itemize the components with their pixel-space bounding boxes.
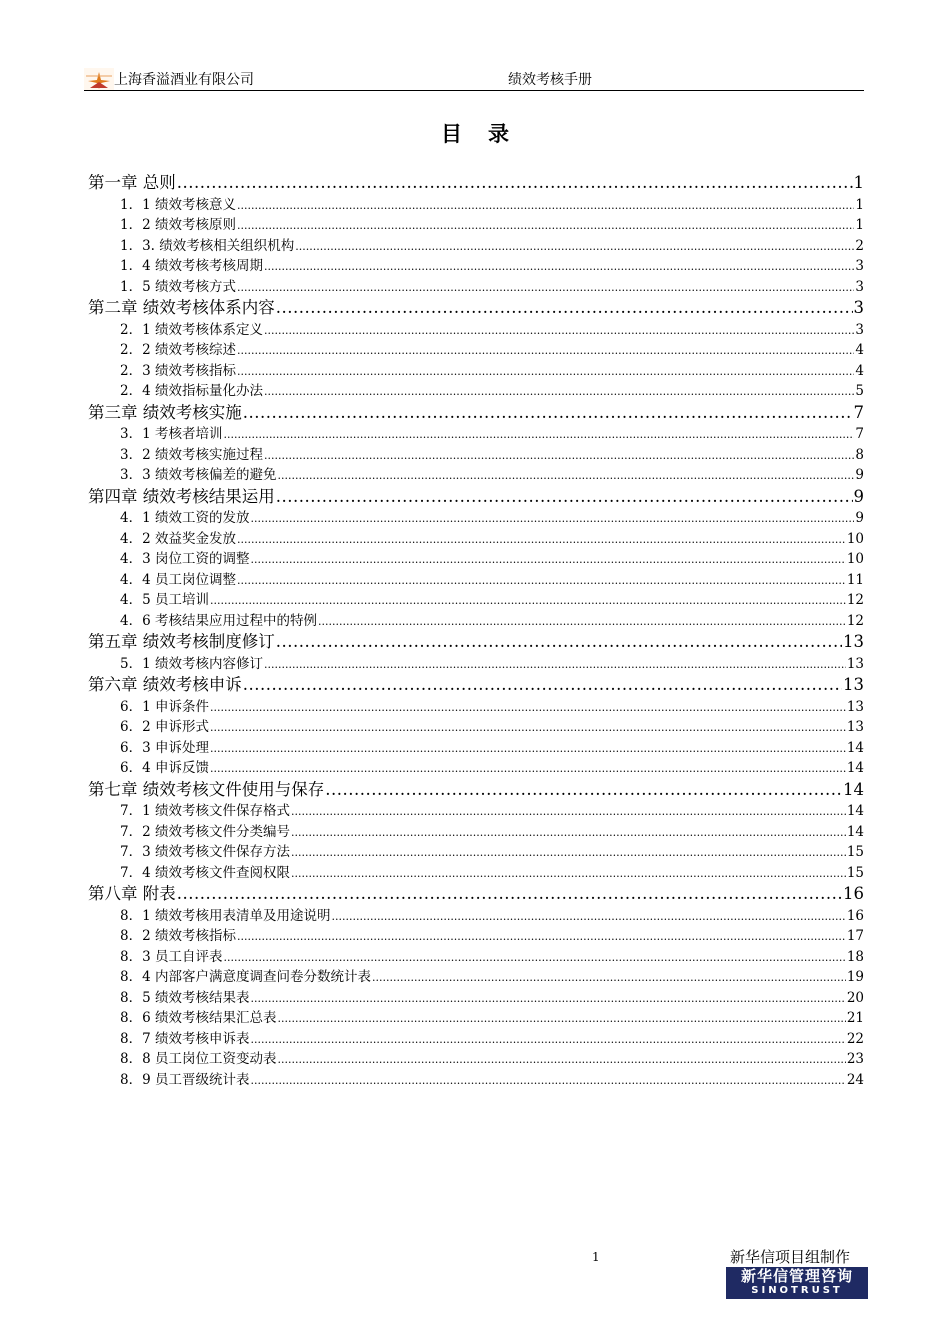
toc-chapter-entry[interactable] bbox=[88, 883, 864, 906]
dot-leader bbox=[250, 1074, 845, 1088]
dot-leader bbox=[250, 512, 854, 526]
toc-section-entry[interactable] bbox=[88, 758, 864, 779]
toc-section-entry[interactable] bbox=[88, 926, 864, 947]
toc-entry-page: 1 bbox=[855, 217, 864, 233]
toc-entry-page: 5 bbox=[855, 383, 864, 399]
toc-entry-label: 6．3 申诉处理 bbox=[120, 739, 209, 756]
toc-entry-label: 6．1 申诉条件 bbox=[120, 698, 209, 715]
toc-section-entry[interactable] bbox=[88, 236, 864, 257]
toc-entry-label: 8．8 员工岗位工资变动表 bbox=[120, 1051, 277, 1067]
toc-entry-page: 3 bbox=[855, 278, 864, 295]
toc-section-entry[interactable] bbox=[88, 381, 864, 402]
toc-entry-page: 16 bbox=[846, 907, 864, 924]
toc-entry-page: 13 bbox=[843, 632, 864, 651]
toc-entry-page: 10 bbox=[846, 551, 864, 567]
dot-leader bbox=[325, 782, 842, 799]
toc-section-entry[interactable] bbox=[88, 424, 864, 445]
dot-leader bbox=[291, 826, 846, 840]
toc-entry-label: 第三章 绩效考核实施 bbox=[88, 402, 242, 422]
dot-leader bbox=[223, 951, 845, 965]
toc-section-entry[interactable] bbox=[88, 215, 864, 236]
toc-section-entry[interactable] bbox=[88, 1008, 864, 1029]
toc-entry-page: 13 bbox=[846, 719, 864, 735]
dot-leader bbox=[243, 677, 842, 694]
dot-leader bbox=[277, 1053, 845, 1067]
maker-credit: 新华信项目组制作 bbox=[730, 1248, 851, 1266]
toc-entry-page: 8 bbox=[855, 446, 864, 463]
toc-section-entry[interactable] bbox=[88, 529, 864, 550]
toc-section-entry[interactable] bbox=[88, 863, 864, 884]
toc-entry-page: 3 bbox=[853, 298, 864, 317]
toc-entry-label: 第八章 附表 bbox=[88, 884, 176, 903]
toc-entry-label: 第五章 绩效考核制度修订 bbox=[88, 632, 275, 651]
dot-leader bbox=[276, 634, 842, 651]
dot-leader bbox=[210, 762, 846, 776]
toc-section-entry[interactable] bbox=[88, 1029, 864, 1050]
toc-section-entry[interactable] bbox=[88, 988, 864, 1009]
toc-entry-page: 9 bbox=[855, 510, 864, 526]
toc-entry-label: 2．3 绩效考核指标 bbox=[120, 362, 236, 379]
toc-section-entry[interactable] bbox=[88, 717, 864, 738]
toc-entry-label: 7．3 绩效考核文件保存方法 bbox=[120, 844, 290, 860]
toc-chapter-entry[interactable] bbox=[88, 172, 864, 195]
toc-section-entry[interactable] bbox=[88, 967, 864, 988]
page-header bbox=[84, 66, 864, 91]
dot-leader bbox=[276, 489, 853, 506]
toc-section-entry[interactable] bbox=[88, 801, 864, 822]
toc-entry-label: 4．1 绩效工资的发放 bbox=[120, 510, 250, 526]
dot-leader bbox=[372, 971, 846, 985]
dot-leader bbox=[277, 469, 854, 483]
toc-entry-page: 16 bbox=[843, 884, 864, 903]
toc-entry-page: 23 bbox=[846, 1051, 864, 1067]
toc-section-entry[interactable] bbox=[88, 822, 864, 843]
dot-leader bbox=[264, 324, 854, 338]
toc-entry-label: 6．4 申诉反馈 bbox=[120, 760, 209, 776]
dot-leader bbox=[243, 405, 853, 422]
toc-entry-label: 4．4 员工岗位调整 bbox=[120, 571, 236, 588]
toc-entry-label: 第七章 绩效考核文件使用与保存 bbox=[88, 779, 325, 799]
toc-entry-label: 7．4 绩效考核文件查阅权限 bbox=[120, 864, 290, 881]
toc-entry-page: 14 bbox=[846, 823, 864, 840]
page-number: 1 bbox=[592, 1250, 600, 1264]
dot-leader bbox=[223, 428, 854, 442]
toc-entry-page: 13 bbox=[846, 698, 864, 715]
toc-section-entry[interactable] bbox=[88, 549, 864, 570]
dot-leader bbox=[291, 867, 846, 881]
toc-entry-label: 1．3. 绩效考核相关组织机构 bbox=[120, 237, 295, 254]
dot-leader bbox=[237, 533, 846, 547]
toc-entry-page: 12 bbox=[846, 592, 864, 608]
dot-leader bbox=[264, 658, 846, 672]
toc-section-entry[interactable] bbox=[88, 842, 864, 863]
toc-entry-page: 3 bbox=[855, 321, 864, 338]
toc-section-entry[interactable] bbox=[88, 361, 864, 382]
toc-entry-label: 1．2 绩效考核原则 bbox=[120, 217, 236, 233]
toc-entry-page: 1 bbox=[855, 196, 864, 213]
toc-section-entry[interactable] bbox=[88, 570, 864, 591]
toc-entry-page: 14 bbox=[846, 739, 864, 756]
toc-section-entry[interactable] bbox=[88, 277, 864, 298]
toc-entry-page: 3 bbox=[855, 258, 864, 274]
toc-entry-label: 1．1 绩效考核意义 bbox=[120, 196, 236, 213]
dot-leader bbox=[264, 385, 854, 399]
toc-section-entry[interactable] bbox=[88, 465, 864, 486]
toc-entry-label: 8．4 内部客户满意度调查问卷分数统计表 bbox=[120, 969, 371, 985]
toc-section-entry[interactable] bbox=[88, 611, 864, 632]
toc-section-entry[interactable] bbox=[88, 340, 864, 361]
dot-leader bbox=[210, 594, 846, 608]
dot-leader bbox=[318, 615, 846, 629]
toc-entry-page: 19 bbox=[846, 969, 864, 985]
toc-entry-page: 10 bbox=[846, 530, 864, 547]
toc-chapter-entry[interactable] bbox=[88, 674, 864, 697]
toc-entry-label: 第四章 绩效考核结果运用 bbox=[88, 486, 275, 506]
dot-leader bbox=[250, 992, 845, 1006]
toc-entry-label: 8．7 绩效考核申诉表 bbox=[120, 1030, 250, 1047]
dot-leader bbox=[237, 574, 846, 588]
toc-section-entry[interactable] bbox=[88, 1049, 864, 1070]
toc-entry-label: 8．1 绩效考核用表清单及用途说明 bbox=[120, 907, 331, 924]
dot-leader bbox=[276, 300, 853, 317]
dot-leader bbox=[250, 553, 845, 567]
toc-entry-label: 1．4 绩效考核考核周期 bbox=[120, 258, 263, 274]
toc-entry-label: 3．3 绩效考核偏差的避免 bbox=[120, 467, 277, 483]
toc-entry-label: 第六章 绩效考核申诉 bbox=[88, 675, 242, 694]
dot-leader bbox=[237, 344, 854, 358]
manual-title: 绩效考核手册 bbox=[508, 72, 592, 88]
toc-section-entry[interactable] bbox=[88, 738, 864, 759]
sinotrust-logo-en: SINOTRUST bbox=[751, 1285, 843, 1296]
toc-entry-label: 8．6 绩效考核结果汇总表 bbox=[120, 1010, 277, 1026]
company-sun-logo-icon bbox=[84, 68, 114, 90]
toc-title: 目录 bbox=[441, 122, 535, 146]
toc-entry-page: 17 bbox=[846, 928, 864, 944]
toc-section-entry[interactable] bbox=[88, 445, 864, 466]
toc-entry-label: 4．3 岗位工资的调整 bbox=[120, 551, 250, 567]
toc-entry-page: 12 bbox=[846, 612, 864, 629]
dot-leader bbox=[250, 1033, 845, 1047]
toc-entry-page: 14 bbox=[843, 779, 864, 799]
toc-entry-label: 2．4 绩效指标量化办法 bbox=[120, 383, 263, 399]
toc-section-entry[interactable] bbox=[88, 508, 864, 529]
toc-entry-label: 2．2 绩效考核综述 bbox=[120, 342, 236, 358]
toc-entry-page: 7 bbox=[853, 402, 864, 422]
dot-leader bbox=[177, 886, 842, 903]
table-of-contents bbox=[88, 172, 864, 1090]
toc-entry-page: 4 bbox=[855, 342, 864, 358]
toc-section-entry[interactable] bbox=[88, 195, 864, 216]
toc-entry-page: 24 bbox=[846, 1071, 864, 1088]
toc-section-entry[interactable] bbox=[88, 906, 864, 927]
toc-entry-page: 1 bbox=[853, 173, 864, 192]
dot-leader bbox=[264, 260, 854, 274]
toc-section-entry[interactable] bbox=[88, 590, 864, 611]
toc-entry-page: 20 bbox=[846, 989, 864, 1006]
toc-entry-label: 8．9 员工晋级统计表 bbox=[120, 1071, 250, 1088]
toc-chapter-entry[interactable] bbox=[88, 297, 864, 320]
toc-entry-page: 18 bbox=[846, 948, 864, 965]
toc-entry-page: 9 bbox=[855, 467, 864, 483]
toc-entry-label: 2．1 绩效考核体系定义 bbox=[120, 321, 263, 338]
toc-chapter-entry[interactable] bbox=[88, 402, 864, 425]
toc-entry-label: 7．1 绩效考核文件保存格式 bbox=[120, 803, 290, 819]
toc-entry-page: 13 bbox=[846, 655, 864, 672]
dot-leader bbox=[177, 175, 853, 192]
sinotrust-logo-cn: 新华信管理咨询 bbox=[740, 1267, 853, 1285]
toc-entry-label: 5．1 绩效考核内容修订 bbox=[120, 655, 263, 672]
toc-entry-page: 14 bbox=[846, 760, 864, 776]
toc-entry-page: 13 bbox=[843, 675, 864, 694]
toc-entry-label: 第一章 总则 bbox=[88, 173, 176, 192]
dot-leader bbox=[295, 240, 854, 254]
toc-section-entry[interactable] bbox=[88, 320, 864, 341]
toc-section-entry[interactable] bbox=[88, 697, 864, 718]
dot-leader bbox=[264, 449, 854, 463]
toc-chapter-entry[interactable] bbox=[88, 631, 864, 654]
toc-entry-label: 4．2 效益奖金发放 bbox=[120, 530, 236, 547]
toc-entry-label: 7．2 绩效考核文件分类编号 bbox=[120, 823, 290, 840]
dot-leader bbox=[277, 1012, 845, 1026]
toc-entry-page: 21 bbox=[846, 1010, 864, 1026]
toc-entry-label: 1．5 绩效考核方式 bbox=[120, 278, 236, 295]
toc-entry-page: 22 bbox=[846, 1030, 864, 1047]
dot-leader bbox=[210, 701, 846, 715]
toc-entry-label: 3．2 绩效考核实施过程 bbox=[120, 446, 263, 463]
company-name: 上海香溢酒业有限公司 bbox=[114, 72, 254, 88]
toc-entry-label: 4．5 员工培训 bbox=[120, 592, 209, 608]
dot-leader bbox=[331, 910, 845, 924]
toc-chapter-entry[interactable] bbox=[88, 486, 864, 509]
dot-leader bbox=[291, 805, 846, 819]
toc-chapter-entry[interactable] bbox=[88, 779, 864, 802]
toc-entry-label: 第二章 绩效考核体系内容 bbox=[88, 298, 275, 317]
toc-entry-page: 7 bbox=[855, 426, 864, 442]
dot-leader bbox=[237, 219, 854, 233]
toc-entry-label: 8．3 员工自评表 bbox=[120, 948, 223, 965]
toc-entry-page: 9 bbox=[853, 486, 864, 506]
toc-section-entry[interactable] bbox=[88, 1070, 864, 1091]
toc-entry-page: 15 bbox=[846, 864, 864, 881]
toc-entry-page: 4 bbox=[855, 362, 864, 379]
toc-entry-page: 2 bbox=[855, 237, 864, 254]
toc-section-entry[interactable] bbox=[88, 256, 864, 277]
toc-entry-page: 15 bbox=[846, 844, 864, 860]
dot-leader bbox=[237, 281, 854, 295]
dot-leader bbox=[237, 199, 854, 213]
toc-section-entry[interactable] bbox=[88, 947, 864, 968]
dot-leader bbox=[210, 721, 846, 735]
dot-leader bbox=[237, 930, 846, 944]
dot-leader bbox=[210, 742, 846, 756]
toc-entry-label: 3．1 考核者培训 bbox=[120, 426, 223, 442]
toc-entry-page: 11 bbox=[846, 571, 864, 588]
toc-entry-label: 8．5 绩效考核结果表 bbox=[120, 989, 250, 1006]
toc-section-entry[interactable] bbox=[88, 654, 864, 675]
dot-leader bbox=[237, 365, 854, 379]
toc-entry-label: 4．6 考核结果应用过程中的特例 bbox=[120, 612, 317, 629]
dot-leader bbox=[291, 846, 846, 860]
sinotrust-logo bbox=[726, 1267, 868, 1299]
toc-entry-label: 6．2 申诉形式 bbox=[120, 719, 209, 735]
toc-entry-page: 14 bbox=[846, 803, 864, 819]
toc-entry-label: 8．2 绩效考核指标 bbox=[120, 928, 236, 944]
